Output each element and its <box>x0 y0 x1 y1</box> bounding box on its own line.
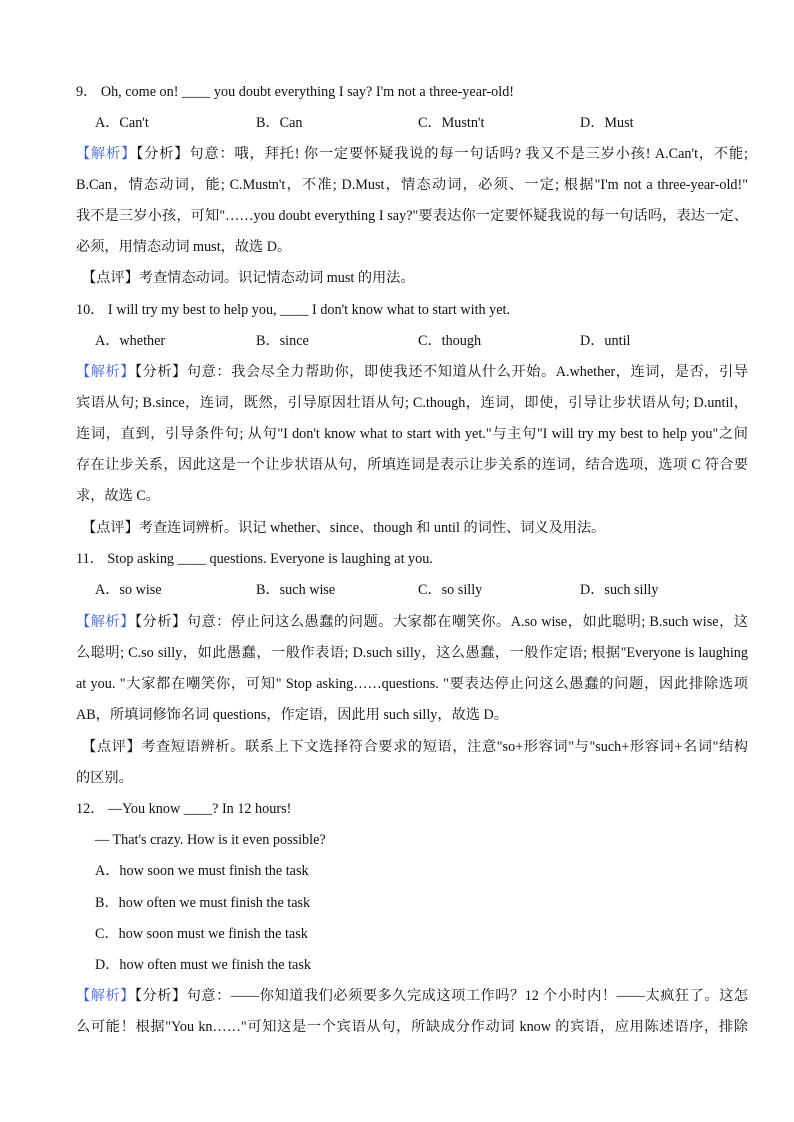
analysis-tag: 【解析】 <box>76 146 137 162</box>
question-12-stem-reply: — That's crazy. How is it even possible? <box>95 832 326 848</box>
q9-analysis-line-3: 我不是三岁小孩，可知"……you doubt everything I say?"要表达你一定要怀疑我说的每一句话吗，表达一定、 <box>76 208 748 224</box>
q11-analysis-line-4: AB，所填词修饰名词 questions，作定语，因此用 such silly，故选 D。 <box>76 707 508 723</box>
q9-analysis-line-1: 【解析】【分析】句意：哦，拜托! 你一定要怀疑我说的每一句话吗? 我又不是三岁小孩! A.Can't，不能; <box>76 146 748 162</box>
q12-option-d: D．how often must we finish the task <box>95 957 311 973</box>
q11-option-a: A．so wise <box>95 582 162 598</box>
q12-analysis-line-1: 【解析】【分析】句意：——你知道我们必须要多久完成这项工作吗？12 个小时内！——太疯狂了。这怎 <box>76 988 748 1004</box>
q12-option-b: B．how often we must finish the task <box>95 895 311 911</box>
q9-analysis-line-4: 必须，用情态动词 must，故选 D。 <box>76 239 292 255</box>
q9-analysis-line-2: B.Can，情态动词，能; C.Mustn't，不准; D.Must，情态动词，必须、一定; 根据"I'm not a three-year-old!" <box>76 177 748 193</box>
q10-analysis-line-2: 宾语从句; B.since，连词，既然，引导原因壮语从句; C.though，连词，即使，引导让步状语从句; D.until， <box>76 395 748 411</box>
q11-analysis-line-1: 【解析】【分析】句意：停止问这么愚蠢的问题。大家都在嘲笑你。A.so wise，如此聪明; B.such wise，这 <box>76 614 748 630</box>
q11-comment-line-1: 【点评】考查短语辨析。联系上下文选择符合要求的短语，注意"so+形容词"与"such+形容词+名词"结构 <box>82 739 748 755</box>
q9-option-c: C．Mustn't <box>418 115 485 131</box>
q11-analysis-line-2: 么聪明; C.so silly，如此愚蠢，一般作表语; D.such silly，这么愚蠢，一般作定语; 根据"Everyone is laughing <box>76 645 748 661</box>
analysis-tag: 【解析】 <box>76 988 135 1004</box>
q12-option-c: C．how soon must we finish the task <box>95 926 308 942</box>
q10-analysis-line-1: 【解析】【分析】句意：我会尽全力帮助你，即使我还不知道从什么开始。A.whether，连词，是否，引导 <box>76 364 748 380</box>
q10-analysis-line-5: 求，故选 C。 <box>76 488 160 504</box>
q9-option-b: B．Can <box>256 115 303 131</box>
q11-option-c: C．so silly <box>418 582 483 598</box>
question-11-stem: 11． Stop asking ____ questions. Everyone is laughing at you. <box>76 551 433 567</box>
q10-comment: 【点评】考查连词辨析。识记 whether、since、though 和 until 的词性、词义及用法。 <box>82 520 606 536</box>
q12-analysis-line-2: 么可能！根据"You kn……"可知这是一个宾语从句，所缺成分作动词 know 的宾语，应用陈述语序，排除 <box>76 1019 748 1035</box>
q10-analysis-line-3: 连词，直到，引导条件句; 从句"I don't know what to start with yet."与主句"I will try my best to help you"之间 <box>76 426 748 442</box>
question-12-stem: 12． —You know ____? In 12 hours! <box>76 801 292 817</box>
q11-option-d: D．such silly <box>580 582 659 598</box>
q12-option-a: A．how soon we must finish the task <box>95 863 309 879</box>
question-10-stem: 10． I will try my best to help you, ____ I don't know what to start with yet. <box>76 302 511 318</box>
q9-option-a: A．Can't <box>95 115 149 131</box>
q10-option-b: B．since <box>256 333 309 349</box>
q10-option-a: A．whether <box>95 333 166 349</box>
q9-comment: 【点评】考查情态动词。识记情态动词 must 的用法。 <box>82 270 415 286</box>
question-9-stem: 9． Oh, come on! ____ you doubt everything I say? I'm not a three-year-old! <box>76 84 515 100</box>
q9-option-d: D．Must <box>580 115 634 131</box>
q10-analysis-line-4: 存在让步关系，因此这是一个让步状语从句，所填连词是表示让步关系的连词，结合选项，选项 C 符合要 <box>76 457 748 473</box>
q11-comment-line-2: 的区别。 <box>76 770 133 786</box>
q11-option-b: B．such wise <box>256 582 336 598</box>
analysis-tag: 【解析】 <box>76 364 136 380</box>
q10-option-d: D．until <box>580 333 631 349</box>
analysis-tag: 【解析】 <box>76 614 135 630</box>
q11-analysis-line-3: at you. "大家都在嘲笑你，可知" Stop asking……questions. "要表达停止问这么愚蠢的问题，因此排除选项 <box>76 676 748 692</box>
q10-option-c: C．though <box>418 333 482 349</box>
